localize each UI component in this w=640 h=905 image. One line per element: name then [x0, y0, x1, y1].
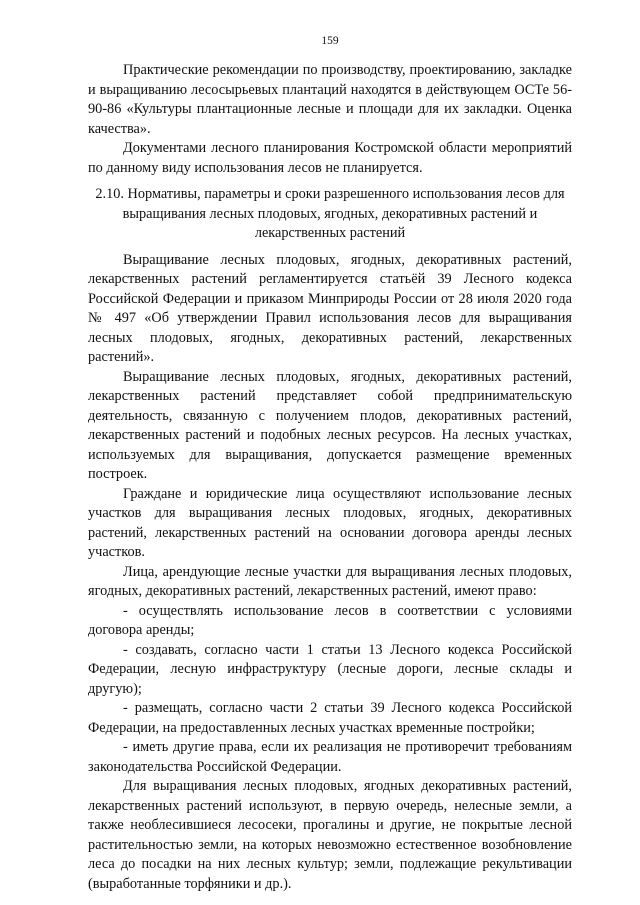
list-item-right-infrastructure: - создавать, согласно части 1 статьи 13 Лесного кодекса Российской Федерации, лесную инфраструктуру (лесные дороги, лесные склады и другую);	[88, 641, 572, 697]
paragraph-tenant-rights-intro: Лица, арендующие лесные участки для выращивания лесных плодовых, ягодных, декоративных растений, лекарственных растений, имеют право:	[88, 563, 572, 599]
list-item-right-use-forests: - осуществлять использование лесов в соответствии с условиями договора аренды;	[88, 602, 572, 638]
paragraph-land-use: Для выращивания лесных плодовых, ягодных декоративных растений, лекарственных растений используют, в первую очередь, нелесные земли, а также необлесившиеся лесосеки, прогалины и другие, не покрытые лесной растительностью земли, на которых невозможно естественное возобновление леса до посадки на них лесных культур; земли, подлежащие рекультивации (выработанные торфяники и др.).	[88, 778, 572, 892]
paragraph-ost-recommendations: Практические рекомендации по производству, проектированию, закладке и выращиванию лесосырьевых плантаций находятся в действующем ОСТе 56-90-86 «Культуры плантационные лесные и площади для их закладки. Оценка качества».	[88, 62, 572, 137]
list-item-right-temporary-buildings: - размещать, согласно части 2 статьи 39 Лесного кодекса Российской Федерации, на предоставленных лесных участках временные постройки;	[88, 700, 572, 736]
paragraph-lease-basis: Граждане и юридические лица осуществляют использование лесных участков для выращивания лесных плодовых, ягодных, декоративных растений, лекарственных растений на основании договора аренды лесных участков.	[88, 485, 572, 560]
list-item-right-other: - иметь другие права, если их реализация не противоречит требованиям законодательства Российской Федерации.	[88, 739, 572, 775]
paragraph-regulation: Выращивание лесных плодовых, ягодных, декоративных растений, лекарственных растений регламентируется статьёй 39 Лесного кодекса Российской Федерации и приказом Минприроды России от 28 июля 2020 года № 497 «Об утверждении Правил использования лесов для выращивания лесных плодовых, ягодных, декоративных растений, лекарственных растений».	[88, 251, 572, 365]
paragraph-business-activity: Выращивание лесных плодовых, ягодных, декоративных растений, лекарственных растений представляет собой предпринимательскую деятельность, связанную с получением плодов, декоративных растений, лекарственных растений и подобных лесных ресурсов. На лесных участках, используемых для выращивания, допускается размещение временных построек.	[88, 368, 572, 482]
page-number: 159	[321, 35, 339, 47]
paragraph-planning-documents: Документами лесного планирования Костромской области мероприятий по данному виду использования лесов не планируется.	[88, 140, 572, 176]
section-heading: 2.10. Нормативы, параметры и сроки разрешенного использования лесов для выращивания лесных плодовых, ягодных, декоративных растений и лекарственных растений	[95, 186, 565, 241]
document-page	[88, 34, 572, 894]
